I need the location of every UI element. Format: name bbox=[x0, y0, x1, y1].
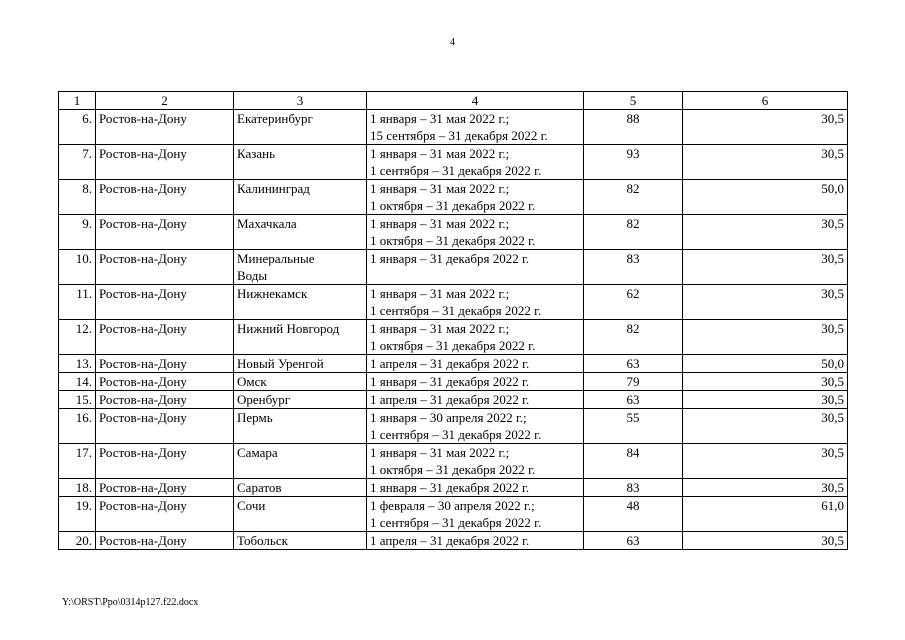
period-cell-line: 1 января – 31 декабря 2022 г. bbox=[370, 480, 530, 495]
period-cell bbox=[367, 355, 584, 373]
period-cell bbox=[367, 180, 584, 215]
header-col-3: 3 bbox=[234, 92, 367, 110]
destination-city-cell-line: Саратов bbox=[237, 480, 282, 495]
destination-city-cell bbox=[234, 145, 367, 180]
period-cell-line: 1 января – 31 декабря 2022 г. bbox=[370, 374, 530, 389]
destination-city-cell bbox=[234, 497, 367, 532]
period-cell bbox=[367, 444, 584, 479]
col6-value-cell: 30,5 bbox=[683, 320, 848, 355]
destination-city-cell-line: Сочи bbox=[237, 498, 266, 513]
col5-value-cell: 83 bbox=[584, 479, 683, 497]
col5-value-cell: 79 bbox=[584, 373, 683, 391]
period-cell-line: 1 апреля – 31 декабря 2022 г. bbox=[370, 533, 530, 548]
col5-value-cell: 82 bbox=[584, 180, 683, 215]
period-cell bbox=[367, 497, 584, 532]
table-row bbox=[59, 285, 848, 320]
origin-city-cell: Ростов-на-Дону bbox=[96, 479, 234, 497]
table-row bbox=[59, 215, 848, 250]
origin-city-cell: Ростов-на-Дону bbox=[96, 497, 234, 532]
period-cell-line: 1 октября – 31 декабря 2022 г. bbox=[370, 338, 536, 353]
row-number-cell: 7. bbox=[59, 145, 96, 180]
period-cell-line: 1 января – 31 мая 2022 г.; bbox=[370, 286, 510, 301]
destination-city-cell-line: Нижний Новгород bbox=[237, 321, 340, 336]
row-number-cell: 18. bbox=[59, 479, 96, 497]
destination-city-cell bbox=[234, 479, 367, 497]
col5-value-cell: 84 bbox=[584, 444, 683, 479]
destination-city-cell-line: Калининград bbox=[237, 181, 310, 196]
col5-value-cell: 82 bbox=[584, 215, 683, 250]
col6-value-cell: 30,5 bbox=[683, 373, 848, 391]
col6-value-cell: 30,5 bbox=[683, 479, 848, 497]
period-cell bbox=[367, 373, 584, 391]
period-cell-line: 1 января – 31 мая 2022 г.; bbox=[370, 216, 510, 231]
table-row bbox=[59, 355, 848, 373]
col6-value-cell: 30,5 bbox=[683, 250, 848, 285]
row-number-cell: 8. bbox=[59, 180, 96, 215]
destination-city-cell bbox=[234, 355, 367, 373]
destination-city-cell bbox=[234, 373, 367, 391]
period-cell-line: 1 января – 31 мая 2022 г.; bbox=[370, 445, 510, 460]
destination-city-cell bbox=[234, 180, 367, 215]
period-cell bbox=[367, 532, 584, 550]
destination-city-cell-line: Новый Уренгой bbox=[237, 356, 324, 371]
row-number-cell: 9. bbox=[59, 215, 96, 250]
period-cell-line: 1 сентября – 31 декабря 2022 г. bbox=[370, 427, 542, 442]
destination-city-cell bbox=[234, 320, 367, 355]
table-row bbox=[59, 532, 848, 550]
origin-city-cell: Ростов-на-Дону bbox=[96, 355, 234, 373]
period-cell bbox=[367, 110, 584, 145]
period-cell-line: 1 октября – 31 декабря 2022 г. bbox=[370, 233, 536, 248]
period-cell bbox=[367, 285, 584, 320]
destination-city-cell bbox=[234, 215, 367, 250]
period-cell bbox=[367, 320, 584, 355]
table-row bbox=[59, 373, 848, 391]
period-cell-line: 1 апреля – 31 декабря 2022 г. bbox=[370, 392, 530, 407]
destination-city-cell bbox=[234, 285, 367, 320]
col6-value-cell: 30,5 bbox=[683, 145, 848, 180]
period-cell-line: 1 января – 30 апреля 2022 г.; bbox=[370, 410, 527, 425]
row-number-cell: 12. bbox=[59, 320, 96, 355]
row-number-cell: 20. bbox=[59, 532, 96, 550]
table-row bbox=[59, 391, 848, 409]
table-row bbox=[59, 110, 848, 145]
col5-value-cell: 63 bbox=[584, 532, 683, 550]
col6-value-cell: 50,0 bbox=[683, 355, 848, 373]
destination-city-cell-line: Махачкала bbox=[237, 216, 297, 231]
period-cell bbox=[367, 409, 584, 444]
period-cell bbox=[367, 250, 584, 285]
table-row bbox=[59, 320, 848, 355]
col6-value-cell: 30,5 bbox=[683, 215, 848, 250]
row-number-cell: 13. bbox=[59, 355, 96, 373]
origin-city-cell: Ростов-на-Дону bbox=[96, 391, 234, 409]
col6-value-cell: 30,5 bbox=[683, 409, 848, 444]
origin-city-cell: Ростов-на-Дону bbox=[96, 444, 234, 479]
origin-city-cell: Ростов-на-Дону bbox=[96, 110, 234, 145]
destination-city-cell-line: Воды bbox=[237, 268, 268, 283]
destination-city-cell-line: Нижнекамск bbox=[237, 286, 308, 301]
destination-city-cell bbox=[234, 110, 367, 145]
row-number-cell: 6. bbox=[59, 110, 96, 145]
period-cell bbox=[367, 215, 584, 250]
period-cell bbox=[367, 479, 584, 497]
col5-value-cell: 88 bbox=[584, 110, 683, 145]
header-col-5: 5 bbox=[584, 92, 683, 110]
period-cell-line: 1 сентября – 31 декабря 2022 г. bbox=[370, 515, 542, 530]
destination-city-cell-line: Самара bbox=[237, 445, 278, 460]
col6-value-cell: 50,0 bbox=[683, 180, 848, 215]
origin-city-cell: Ростов-на-Дону bbox=[96, 285, 234, 320]
col6-value-cell: 61,0 bbox=[683, 497, 848, 532]
header-col-2: 2 bbox=[96, 92, 234, 110]
col5-value-cell: 62 bbox=[584, 285, 683, 320]
table-row bbox=[59, 479, 848, 497]
period-cell-line: 1 сентября – 31 декабря 2022 г. bbox=[370, 303, 542, 318]
row-number-cell: 16. bbox=[59, 409, 96, 444]
period-cell-line: 1 января – 31 мая 2022 г.; bbox=[370, 181, 510, 196]
col5-value-cell: 93 bbox=[584, 145, 683, 180]
col6-value-cell: 30,5 bbox=[683, 285, 848, 320]
origin-city-cell: Ростов-на-Дону bbox=[96, 409, 234, 444]
header-col-6: 6 bbox=[683, 92, 848, 110]
destination-city-cell bbox=[234, 444, 367, 479]
table-row bbox=[59, 444, 848, 479]
header-col-4: 4 bbox=[367, 92, 584, 110]
header-col-1: 1 bbox=[59, 92, 96, 110]
table-body bbox=[59, 110, 848, 550]
period-cell-line: 1 января – 31 мая 2022 г.; bbox=[370, 111, 510, 126]
table-row bbox=[59, 409, 848, 444]
destination-city-cell bbox=[234, 532, 367, 550]
origin-city-cell: Ростов-на-Дону bbox=[96, 145, 234, 180]
destination-city-cell bbox=[234, 250, 367, 285]
period-cell-line: 1 января – 31 мая 2022 г.; bbox=[370, 321, 510, 336]
row-number-cell: 11. bbox=[59, 285, 96, 320]
routes-table bbox=[58, 91, 848, 550]
col5-value-cell: 55 bbox=[584, 409, 683, 444]
destination-city-cell-line: Казань bbox=[237, 146, 276, 161]
destination-city-cell-line: Пермь bbox=[237, 410, 273, 425]
period-cell-line: 1 апреля – 31 декабря 2022 г. bbox=[370, 356, 530, 371]
origin-city-cell: Ростов-на-Дону bbox=[96, 373, 234, 391]
row-number-cell: 10. bbox=[59, 250, 96, 285]
table-row bbox=[59, 145, 848, 180]
period-cell bbox=[367, 391, 584, 409]
col5-value-cell: 82 bbox=[584, 320, 683, 355]
destination-city-cell bbox=[234, 391, 367, 409]
table-row bbox=[59, 497, 848, 532]
row-number-cell: 17. bbox=[59, 444, 96, 479]
col6-value-cell: 30,5 bbox=[683, 110, 848, 145]
col6-value-cell: 30,5 bbox=[683, 391, 848, 409]
col6-value-cell: 30,5 bbox=[683, 444, 848, 479]
destination-city-cell-line: Минеральные bbox=[237, 251, 315, 266]
destination-city-cell-line: Оренбург bbox=[237, 392, 291, 407]
page-number: 4 bbox=[450, 37, 455, 48]
period-cell-line: 15 сентября – 31 декабря 2022 г. bbox=[370, 128, 548, 143]
col5-value-cell: 63 bbox=[584, 355, 683, 373]
row-number-cell: 14. bbox=[59, 373, 96, 391]
origin-city-cell: Ростов-на-Дону bbox=[96, 532, 234, 550]
period-cell bbox=[367, 145, 584, 180]
origin-city-cell: Ростов-на-Дону bbox=[96, 180, 234, 215]
period-cell-line: 1 октября – 31 декабря 2022 г. bbox=[370, 462, 536, 477]
destination-city-cell-line: Екатеринбург bbox=[237, 111, 313, 126]
destination-city-cell-line: Тобольск bbox=[237, 533, 288, 548]
origin-city-cell: Ростов-на-Дону bbox=[96, 320, 234, 355]
col5-value-cell: 83 bbox=[584, 250, 683, 285]
col5-value-cell: 63 bbox=[584, 391, 683, 409]
row-number-cell: 15. bbox=[59, 391, 96, 409]
origin-city-cell: Ростов-на-Дону bbox=[96, 215, 234, 250]
destination-city-cell bbox=[234, 409, 367, 444]
row-number-cell: 19. bbox=[59, 497, 96, 532]
footer-file-path: Y:\ORST\Ppo\0314p127.f22.docx bbox=[62, 597, 199, 608]
table-row bbox=[59, 180, 848, 215]
table-row bbox=[59, 250, 848, 285]
destination-city-cell-line: Омск bbox=[237, 374, 267, 389]
period-cell-line: 1 октября – 31 декабря 2022 г. bbox=[370, 198, 536, 213]
period-cell-line: 1 января – 31 декабря 2022 г. bbox=[370, 251, 530, 266]
col6-value-cell: 30,5 bbox=[683, 532, 848, 550]
period-cell-line: 1 февраля – 30 апреля 2022 г.; bbox=[370, 498, 535, 513]
period-cell-line: 1 сентября – 31 декабря 2022 г. bbox=[370, 163, 542, 178]
period-cell-line: 1 января – 31 мая 2022 г.; bbox=[370, 146, 510, 161]
origin-city-cell: Ростов-на-Дону bbox=[96, 250, 234, 285]
table-header-row bbox=[59, 92, 848, 110]
col5-value-cell: 48 bbox=[584, 497, 683, 532]
